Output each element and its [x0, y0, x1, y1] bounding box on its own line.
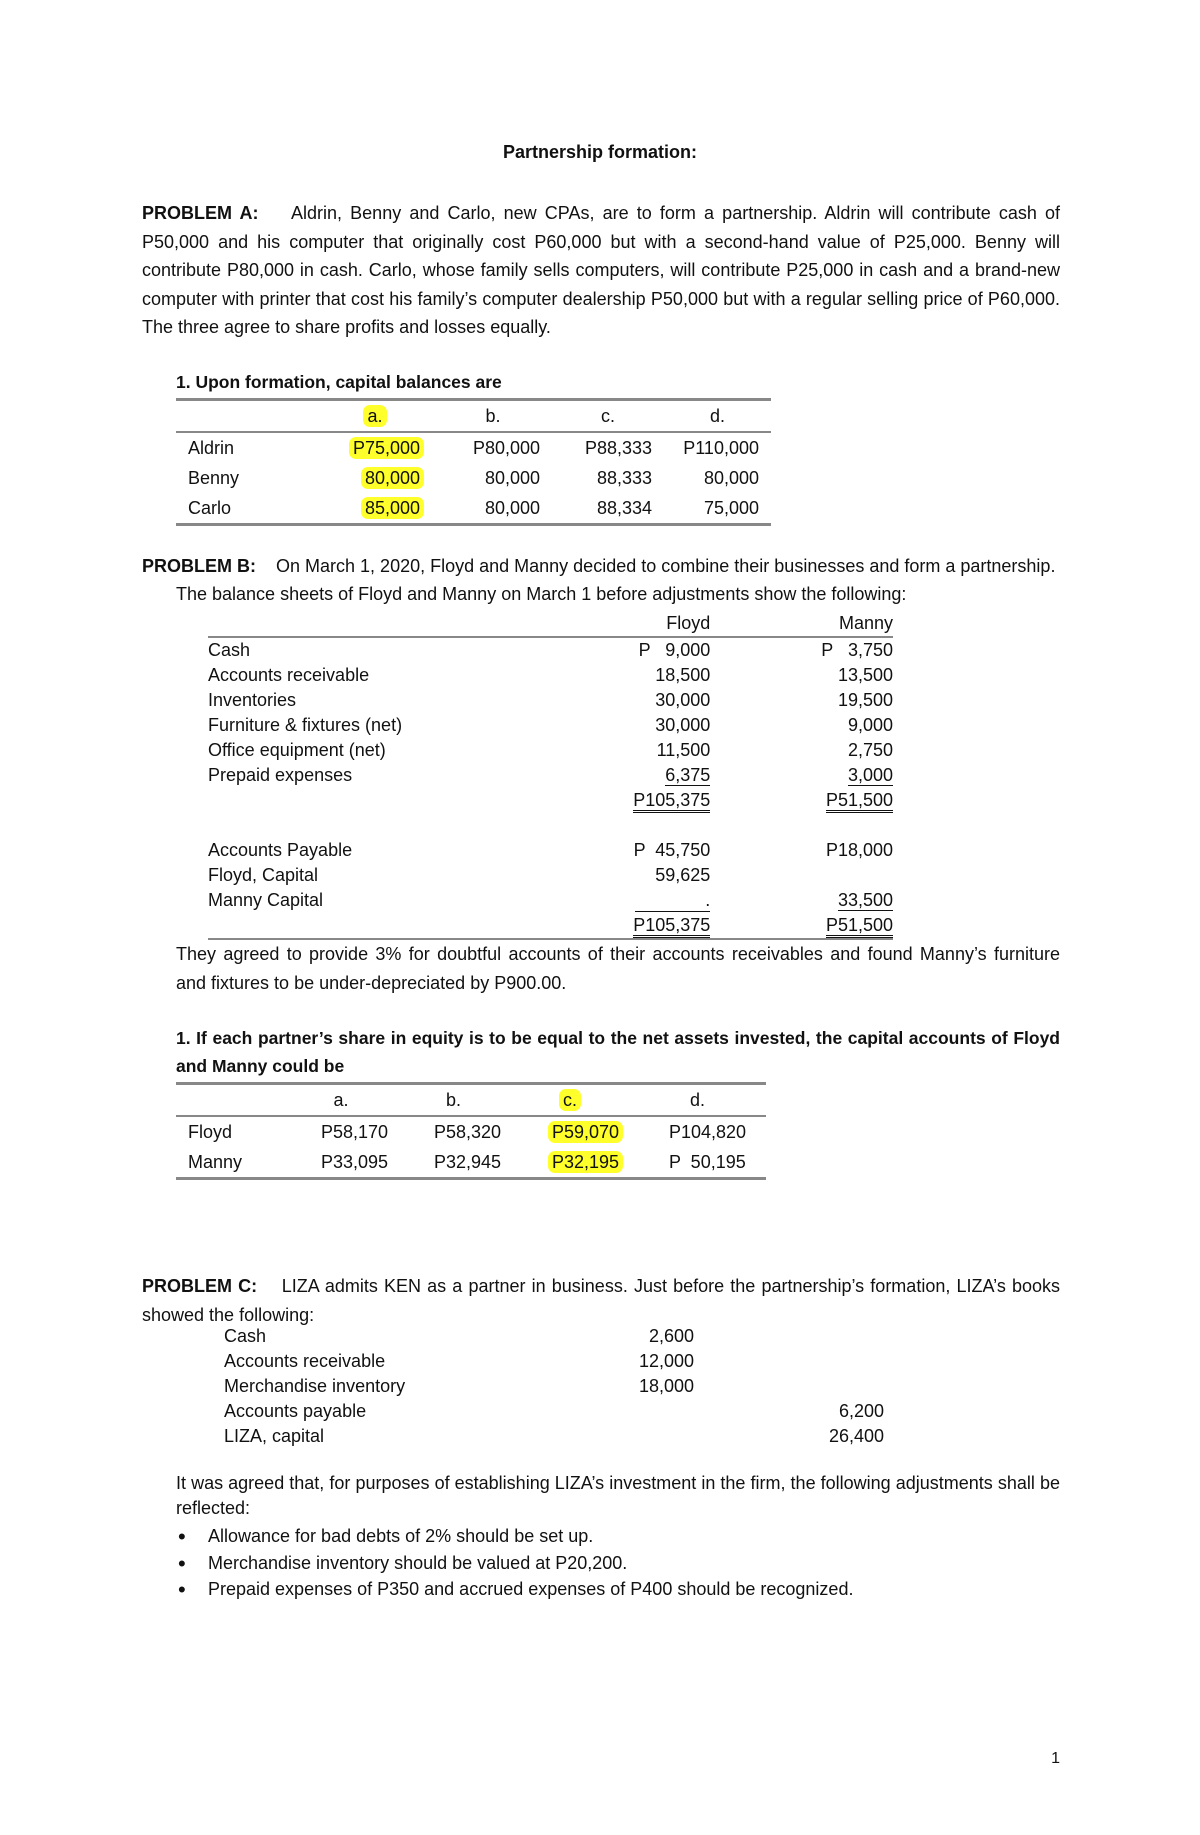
- account-label: LIZA, capital: [224, 1426, 325, 1446]
- table-row: [176, 1116, 766, 1147]
- table-row: [208, 713, 893, 738]
- floyd-asset-total: P105,375: [633, 790, 710, 813]
- table-row: [208, 688, 893, 713]
- floyd-value: P 9,000: [638, 640, 711, 660]
- row-label: Carlo: [188, 497, 232, 518]
- liability-label: Manny Capital: [208, 890, 324, 910]
- manny-value: 19,500: [837, 690, 893, 710]
- table-row: [208, 838, 893, 863]
- choice-d-header: d.: [689, 1089, 705, 1110]
- row-label: Floyd: [188, 1121, 233, 1142]
- manny-liab-total: P51,500: [826, 915, 893, 938]
- account-label: Cash: [224, 1326, 267, 1346]
- list-item: • Prepaid expenses of P350 and accrued expenses of P400 should be recognized.: [172, 1579, 1052, 1606]
- problem-a-label: PROBLEM A:: [142, 203, 259, 223]
- page-number: 1: [1051, 1750, 1060, 1767]
- asset-label: Furniture & fixtures (net): [208, 715, 403, 735]
- floyd-value: 30,000: [655, 690, 711, 710]
- answer-cell: P75,000: [349, 437, 424, 459]
- problem-c-label: PROBLEM C:: [142, 1276, 258, 1296]
- row-label: Benny: [188, 467, 240, 488]
- liability-label: Accounts Payable: [208, 840, 353, 860]
- asset-label: Office equipment (net): [208, 740, 386, 760]
- floyd-value: 11,500: [656, 740, 711, 760]
- manny-value: P 3,750: [821, 640, 893, 660]
- table-row: [224, 1374, 884, 1399]
- value-cell: P32,945: [433, 1151, 501, 1172]
- table-row: [224, 1324, 884, 1349]
- problem-a-question: 1. Upon formation, capital balances are: [176, 372, 502, 392]
- floyd-column-header: Floyd: [666, 613, 711, 633]
- debit-value: 2,600: [648, 1326, 694, 1346]
- value-cell: 80,000: [484, 497, 540, 518]
- table-row: [176, 463, 771, 493]
- choice-c-header: c.: [600, 405, 615, 426]
- table-row: [208, 663, 893, 688]
- debit-value: 12,000: [638, 1351, 694, 1371]
- choice-c-header: c.: [559, 1089, 581, 1111]
- table-row: [224, 1424, 884, 1449]
- problem-b-text3: They agreed to provide 3% for doubtful accounts of their accounts receivables and found Manny’s furniture and fixtures to be under-depreciated by P900.00.: [176, 944, 1060, 993]
- problem-a-paragraph: [142, 199, 1060, 342]
- debit-value: [544, 1424, 694, 1449]
- manny-column-header: Manny: [838, 613, 893, 633]
- choice-b-header: b.: [445, 1089, 461, 1110]
- account-label: Accounts payable: [224, 1401, 367, 1421]
- manny-value: 2,750: [847, 740, 893, 760]
- manny-value: 3,000: [847, 765, 893, 785]
- value-cell: P33,095: [320, 1151, 388, 1172]
- table-row: [176, 1147, 766, 1179]
- value-cell: P104,820: [669, 1121, 747, 1142]
- problem-b-intro: [142, 552, 1060, 581]
- floyd-value: 30,000: [655, 715, 711, 735]
- total-row: [208, 913, 893, 939]
- value-cell: P58,170: [320, 1121, 388, 1142]
- answer-cell: P59,070: [548, 1121, 623, 1143]
- manny-value: P18,000: [825, 840, 893, 860]
- choice-d-header: d.: [709, 405, 725, 426]
- table-row: [208, 637, 893, 663]
- choice-b-header: b.: [485, 405, 501, 426]
- total-row: [208, 788, 893, 813]
- answer-cell: P32,195: [548, 1151, 623, 1173]
- problem-b-text2: The balance sheets of Floyd and Manny on March 1 before adjustments show the following:: [176, 584, 907, 604]
- account-label: Merchandise inventory: [224, 1376, 406, 1396]
- page-title: Partnership formation:: [502, 142, 698, 162]
- value-cell: 75,000: [703, 497, 759, 518]
- floyd-value: P 45,750: [633, 840, 711, 860]
- asset-label: Accounts receivable: [208, 665, 370, 685]
- debit-value: 18,000: [638, 1376, 694, 1396]
- problem-c-text1: LIZA admits KEN as a partner in business. Just before the partnership’s formation, LIZA’s books showed the following:: [142, 1276, 1060, 1325]
- liza-books-table: [224, 1324, 884, 1449]
- answer-cell: 80,000: [361, 467, 424, 489]
- table-row: [176, 493, 771, 525]
- manny-value: [791, 863, 893, 888]
- liability-label: Floyd, Capital: [208, 865, 319, 885]
- row-label: Manny: [188, 1151, 243, 1172]
- floyd-liab-total: P105,375: [633, 915, 710, 938]
- balance-sheet-table: [208, 611, 893, 940]
- value-cell: P110,000: [683, 437, 759, 458]
- value-cell: P58,320: [433, 1121, 501, 1142]
- adjustments-list: [172, 1526, 1052, 1606]
- manny-asset-total: P51,500: [826, 790, 893, 813]
- problem-b-question: 1. If each partner’s share in equity is to be equal to the net assets invested, the capital accounts of Floyd and Manny could be: [176, 1028, 1060, 1076]
- value-cell: 80,000: [484, 467, 540, 488]
- floyd-value: 59,625: [655, 865, 711, 885]
- problem-a-choices-table: [176, 398, 771, 526]
- value-cell: 88,333: [596, 467, 652, 488]
- table-row: [176, 432, 771, 463]
- table-row: [208, 888, 893, 913]
- asset-label: Prepaid expenses: [208, 765, 353, 785]
- problem-b-label: PROBLEM B:: [142, 556, 256, 576]
- table-row: [208, 763, 893, 788]
- problem-c-text2: It was agreed that, for purposes of establishing LIZA’s investment in the firm, the following adjustments shall be reflected:: [176, 1473, 1060, 1518]
- problem-b-text1: On March 1, 2020, Floyd and Manny decided to combine their businesses and form a partnership.: [276, 556, 1056, 576]
- problem-c-paragraph: [142, 1272, 1060, 1329]
- table-row: [224, 1399, 884, 1424]
- row-label: Aldrin: [188, 437, 235, 458]
- floyd-value: 6,375: [665, 765, 711, 785]
- problem-b-choices-table: [176, 1082, 766, 1180]
- debit-value: [544, 1399, 694, 1424]
- account-label: Accounts receivable: [224, 1351, 386, 1371]
- manny-value: 13,500: [837, 665, 893, 685]
- credit-value: [694, 1324, 884, 1349]
- manny-value: 9,000: [847, 715, 893, 735]
- problem-a-text: Aldrin, Benny and Carlo, new CPAs, are to form a partnership. Aldrin will contribute cash of P50,000 and his computer that originally cost P60,000 but with a second-hand value of P25,000. Benny will contribute P80,000 in cash. Carlo, whose family sells computers, will contribute P25,000 in cash and a brand-new computer with printer that cost his family’s computer dealership P50,000 but with a regular selling price of P60,000. The three agree to share profits and losses equally.: [142, 203, 1061, 337]
- value-cell: P 50,195: [669, 1151, 746, 1172]
- table-row: [224, 1349, 884, 1374]
- value-cell: P80,000: [472, 437, 540, 458]
- manny-value: 33,500: [837, 890, 893, 910]
- list-item: • Merchandise inventory should be valued at P20,200.: [172, 1553, 1052, 1580]
- value-cell: P88,333: [584, 437, 652, 458]
- table-row: [208, 738, 893, 763]
- asset-label: Cash: [208, 640, 251, 660]
- asset-label: Inventories: [208, 690, 297, 710]
- credit-value: 26,400: [828, 1426, 884, 1446]
- credit-value: [694, 1374, 884, 1399]
- choice-a-header: a.: [363, 405, 386, 427]
- table-row: [208, 863, 893, 888]
- credit-value: 6,200: [838, 1401, 884, 1421]
- value-cell: 80,000: [703, 467, 759, 488]
- value-cell: 88,334: [596, 497, 652, 518]
- credit-value: [694, 1349, 884, 1374]
- floyd-value: 18,500: [655, 665, 711, 685]
- list-item: • Allowance for bad debts of 2% should be set up.: [172, 1526, 1052, 1553]
- choice-a-header: a.: [333, 1089, 349, 1110]
- answer-cell: 85,000: [361, 497, 424, 519]
- floyd-value: .: [635, 890, 710, 912]
